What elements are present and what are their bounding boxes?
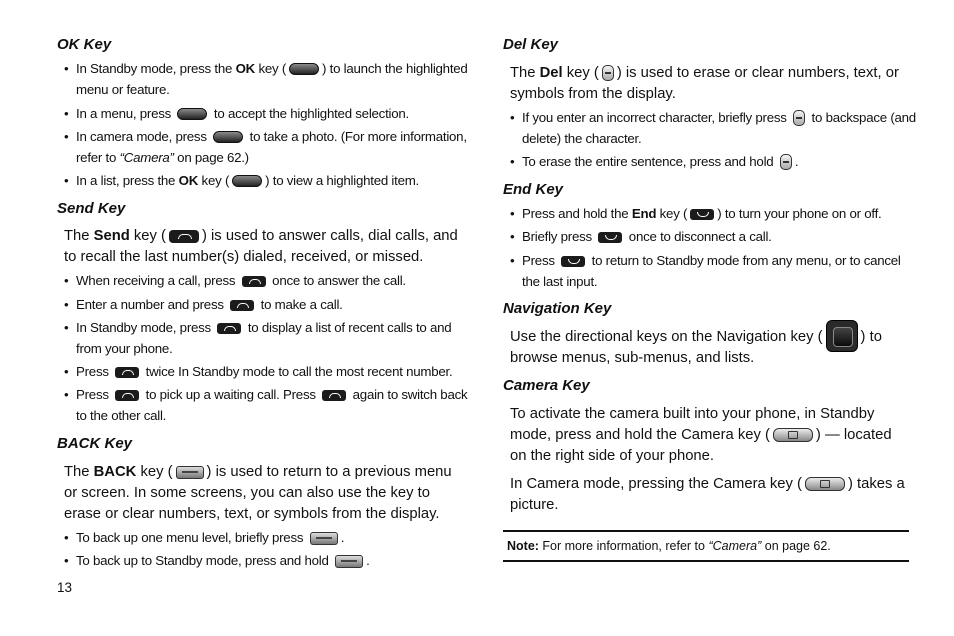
send-key-icon	[115, 390, 139, 401]
back-key-heading: BACK Key	[57, 435, 133, 452]
end-key-icon	[561, 256, 585, 267]
ok-bullet-4: • In a list, press the OK key ( ) to view a highlighted item.	[64, 170, 471, 191]
navigation-key-icon	[826, 320, 858, 352]
ok-key-icon	[232, 175, 262, 187]
ok-bullet-3: • In camera mode, press to take a photo. (For more information, refer to “Camera” on page 62.)	[64, 126, 471, 168]
back-key-icon	[310, 532, 338, 545]
del-key-description: The Del key ( ) is used to erase or clear numbers, text, or symbols from the display.	[510, 65, 899, 102]
note-bottom-rule	[503, 560, 909, 562]
navigation-key-description: Use the directional keys on the Navigation key ( ) to browse menus, sub-menus, and lists.	[510, 327, 908, 369]
ok-key-icon	[177, 108, 207, 120]
ok-key-icon	[289, 63, 319, 75]
end-key-icon	[598, 232, 622, 243]
end-bullet-2: • Briefly press once to disconnect a call.	[510, 226, 920, 247]
back-key-description: The BACK key ( ) is used to return to a previous menu or screen. In some screens, you can also use the key to erase or clear numbers, text, or symbols from the display.	[64, 464, 452, 522]
ok-key-heading: OK Key	[57, 36, 112, 53]
camera-key-icon	[773, 428, 813, 442]
back-key-icon	[335, 555, 363, 568]
camera-key-description: To activate the camera built into your phone, in Standby mode, press and hold the Camera key ( ) — located on the right side of your phone.	[510, 406, 892, 464]
del-bullet-1: • If you enter an incorrect character, briefly press to backspace (and delete) the character.	[510, 107, 920, 149]
end-key-heading: End Key	[503, 181, 564, 198]
del-key-icon	[793, 110, 805, 126]
send-key-description: The Send key ( ) is used to answer calls, dial calls, and to recall the last number(s) dialed, received, or missed.	[64, 228, 458, 265]
send-bullet-5: • Press to pick up a waiting call. Press again to switch back to the other call.	[64, 384, 471, 426]
end-bullet-1: • Press and hold the End key ( ) to turn your phone on or off.	[510, 203, 920, 224]
send-key-icon	[322, 390, 346, 401]
send-bullet-4: • Press twice In Standby mode to call the most recent number.	[64, 361, 471, 382]
back-bullet-1: • To back up one menu level, briefly press .	[64, 527, 471, 548]
send-key-icon	[242, 276, 266, 287]
send-key-icon	[115, 367, 139, 378]
ok-bullet-1: • In Standby mode, press the OK key ( ) to launch the highlighted menu or feature.	[64, 58, 471, 100]
end-key-icon	[690, 209, 714, 220]
send-key-heading: Send Key	[57, 200, 126, 217]
send-bullet-1: • When receiving a call, press once to answer the call.	[64, 270, 471, 291]
camera-key-shutter-description: In Camera mode, pressing the Camera key ( ) takes a picture.	[510, 476, 905, 513]
camera-key-heading: Camera Key	[503, 377, 590, 394]
send-bullet-3: • In Standby mode, press to display a list of recent calls to and from your phone.	[64, 317, 471, 359]
end-bullet-3: • Press to return to Standby mode from any menu, or to cancel the last input.	[510, 250, 920, 292]
ok-bullet-2: • In a menu, press to accept the highlighted selection.	[64, 103, 471, 124]
del-key-heading: Del Key	[503, 36, 559, 53]
page-number: 13	[57, 580, 73, 595]
send-key-icon	[217, 323, 241, 334]
navigation-key-heading: Navigation Key	[503, 300, 612, 317]
note-box: Note: For more information, refer to “Camera” on page 62.	[507, 539, 831, 553]
back-bullet-2: • To back up to Standby mode, press and hold .	[64, 550, 471, 571]
del-bullet-2: • To erase the entire sentence, press and hold .	[510, 151, 920, 172]
send-bullet-2: • Enter a number and press to make a call.	[64, 294, 471, 315]
back-key-icon	[176, 466, 204, 479]
del-key-icon	[602, 65, 614, 81]
note-top-rule	[503, 530, 909, 532]
del-key-icon	[780, 154, 792, 170]
camera-key-icon	[805, 477, 845, 491]
send-key-icon	[230, 300, 254, 311]
ok-key-icon	[213, 131, 243, 143]
send-key-icon	[169, 230, 199, 243]
